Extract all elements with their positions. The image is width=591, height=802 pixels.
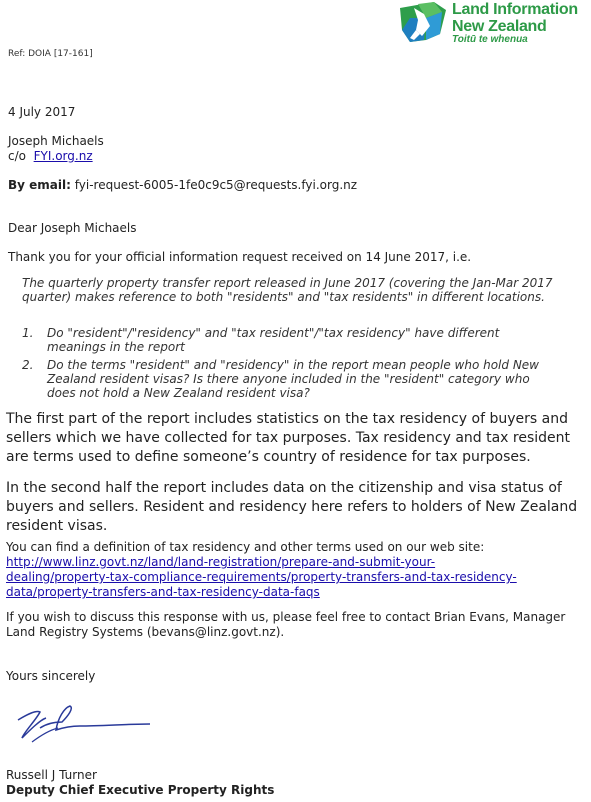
body-paragraph-definition <box>6 540 588 600</box>
letter-date: 4 July 2017 <box>8 105 76 119</box>
fyi-link[interactable]: FYI.org.nz <box>33 149 93 163</box>
handwritten-signature <box>10 698 160 748</box>
body-paragraph-tax-residency: The first part of the report includes statistics on the tax residency of buyers and sellers which we have collected for tax purposes. Tax residency and tax resident are terms used to define someone’s country of residence for tax purposes. <box>6 411 571 465</box>
linz-faq-link-line1[interactable]: http://www.linz.govt.nz/land/land-registration/prepare-and-submit-your- <box>6 555 436 569</box>
linz-faq-link-line2[interactable]: dealing/property-tax-compliance-requirements/property-transfers-and-tax-residency- <box>6 570 517 584</box>
logo-text-line3: Toitū te whenua <box>452 34 528 45</box>
intro-paragraph: Thank you for your official information request received on 14 June 2017, i.e. <box>8 250 472 264</box>
salutation: Dear Joseph Michaels <box>8 221 137 235</box>
closing: Yours sincerely <box>6 669 96 683</box>
signer-name: Russell J Turner <box>6 768 97 782</box>
list-item <box>22 358 560 400</box>
body-paragraph-contact: If you wish to discuss this response with us, please feel free to contact Brian Evans, Manager Land Registry Systems (bevans@linz.govt.nz). <box>6 610 566 639</box>
list-item-number: 2. <box>22 358 34 372</box>
definition-text: You can find a definition of tax residency and other terms used on our web site: <box>6 540 485 554</box>
linz-faq-link-line3[interactable]: data/property-transfers-and-tax-residency-data-faqs <box>6 585 320 599</box>
recipient-care-of <box>8 149 93 164</box>
list-item-text: Do the terms "resident" and "residency" in the report mean people who hold New Zealand resident visas? Is there anyone included in the "resident" category who does not hold a New Zealand resident visa? <box>47 358 539 400</box>
care-of-prefix: c/o <box>8 149 26 163</box>
email-address: fyi-request-6005-1fe0c9c5@requests.fyi.org.nz <box>74 178 358 192</box>
logo-text-line2: New Zealand <box>452 18 547 35</box>
list-item-text: Do "resident"/"residency" and "tax resident"/"tax residency" have different meanings in the report <box>47 326 500 354</box>
logo-text-line1: Land Information <box>452 1 578 18</box>
signer-title: Deputy Chief Executive Property Rights <box>6 783 275 797</box>
email-line <box>8 178 357 193</box>
email-label: By email: <box>8 178 71 192</box>
nz-map-logo-icon <box>396 0 452 45</box>
body-paragraph-citizenship: In the second half the report includes data on the citizenship and visa status of buyers and sellers. Resident and residency here refers to holders of New Zealand resident visas. <box>6 480 578 534</box>
quoted-request-list <box>22 326 560 400</box>
list-item-number: 1. <box>22 326 34 340</box>
recipient-name: Joseph Michaels <box>8 134 104 148</box>
reference-number: Ref: DOIA [17-161] <box>8 49 93 59</box>
list-item <box>22 326 560 354</box>
quoted-request-paragraph: The quarterly property transfer report released in June 2017 (covering the Jan-Mar 2017 quarter) makes reference to both "residents" and "tax residents" in different locations. <box>22 276 553 304</box>
